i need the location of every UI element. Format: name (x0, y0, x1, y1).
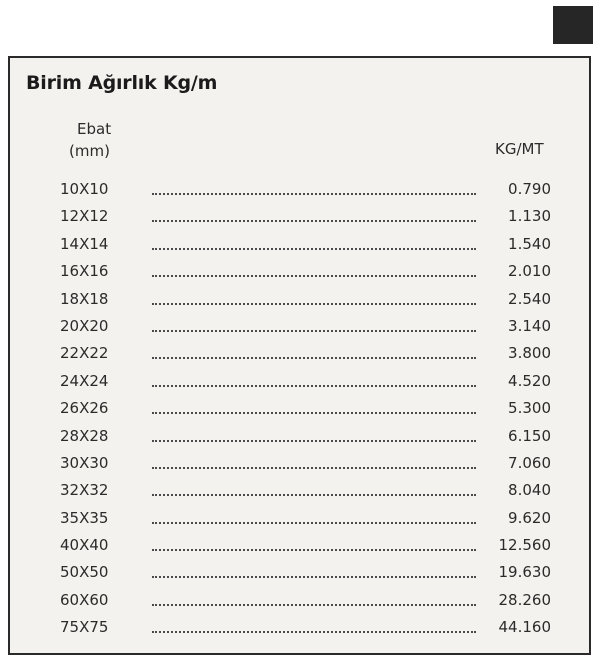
weight-cell: 2.540 (508, 289, 551, 308)
size-cell: 32X32 (60, 481, 109, 500)
dot-leader (152, 412, 476, 414)
table-row (10, 288, 589, 315)
size-cell: 14X14 (60, 234, 109, 253)
table-row (10, 315, 589, 342)
size-cell: 20X20 (60, 316, 109, 335)
weight-table-panel (8, 56, 591, 655)
dot-leader (152, 522, 476, 524)
weight-column-header: KG/MT (495, 140, 544, 158)
dot-leader (152, 440, 476, 442)
size-header-unit: (mm) (69, 142, 110, 160)
table-row (10, 260, 589, 287)
weight-cell: 12.560 (498, 536, 551, 555)
dot-leader (152, 330, 476, 332)
dot-leader (152, 193, 476, 195)
dot-leader (152, 631, 476, 633)
dot-leader (152, 604, 476, 606)
size-cell: 50X50 (60, 563, 109, 582)
table-row (10, 233, 589, 260)
size-cell: 18X18 (60, 289, 109, 308)
table-row (10, 534, 589, 561)
table-row (10, 178, 589, 205)
size-cell: 24X24 (60, 371, 109, 390)
table-row (10, 397, 589, 424)
weight-cell: 6.150 (508, 426, 551, 445)
weight-cell: 44.160 (498, 618, 551, 637)
table-row (10, 589, 589, 616)
dot-leader (152, 494, 476, 496)
size-cell: 28X28 (60, 426, 109, 445)
weight-cell: 28.260 (498, 590, 551, 609)
size-cell: 35X35 (60, 508, 109, 527)
dot-leader (152, 303, 476, 305)
weight-cell: 2.010 (508, 262, 551, 281)
table-row (10, 370, 589, 397)
weight-cell: 5.300 (508, 399, 551, 418)
size-cell: 10X10 (60, 180, 109, 198)
table-row (10, 452, 589, 479)
weight-cell: 1.540 (508, 234, 551, 253)
weight-cell: 1.130 (508, 207, 551, 226)
weight-cell: 9.620 (508, 508, 551, 527)
size-column-header (69, 118, 111, 162)
table-title: Birim Ağırlık Kg/m (26, 72, 218, 94)
dot-leader (152, 549, 476, 551)
weight-cell: 3.800 (508, 344, 551, 363)
dot-leader (152, 357, 476, 359)
size-cell: 40X40 (60, 536, 109, 555)
weight-cell: 4.520 (508, 371, 551, 390)
weight-cell: 7.060 (508, 453, 551, 472)
table-rows (10, 178, 589, 644)
size-cell: 26X26 (60, 399, 109, 418)
size-cell: 60X60 (60, 590, 109, 609)
table-row (10, 205, 589, 232)
dot-leader (152, 275, 476, 277)
weight-cell: 8.040 (508, 481, 551, 500)
table-row (10, 507, 589, 534)
size-cell: 30X30 (60, 453, 109, 472)
weight-cell: 3.140 (508, 316, 551, 335)
table-row (10, 616, 589, 643)
size-cell: 16X16 (60, 262, 109, 281)
dot-leader (152, 576, 476, 578)
size-header-label: Ebat (77, 120, 112, 138)
weight-cell: 0.790 (508, 180, 551, 198)
dot-leader (152, 385, 476, 387)
dot-leader (152, 220, 476, 222)
table-row (10, 561, 589, 588)
table-row (10, 425, 589, 452)
dot-leader (152, 248, 476, 250)
dot-leader (152, 467, 476, 469)
table-row (10, 479, 589, 506)
size-cell: 22X22 (60, 344, 109, 363)
size-cell: 75X75 (60, 618, 109, 637)
size-cell: 12X12 (60, 207, 109, 226)
table-row (10, 342, 589, 369)
corner-square-mark (553, 6, 593, 44)
weight-cell: 19.630 (498, 563, 551, 582)
